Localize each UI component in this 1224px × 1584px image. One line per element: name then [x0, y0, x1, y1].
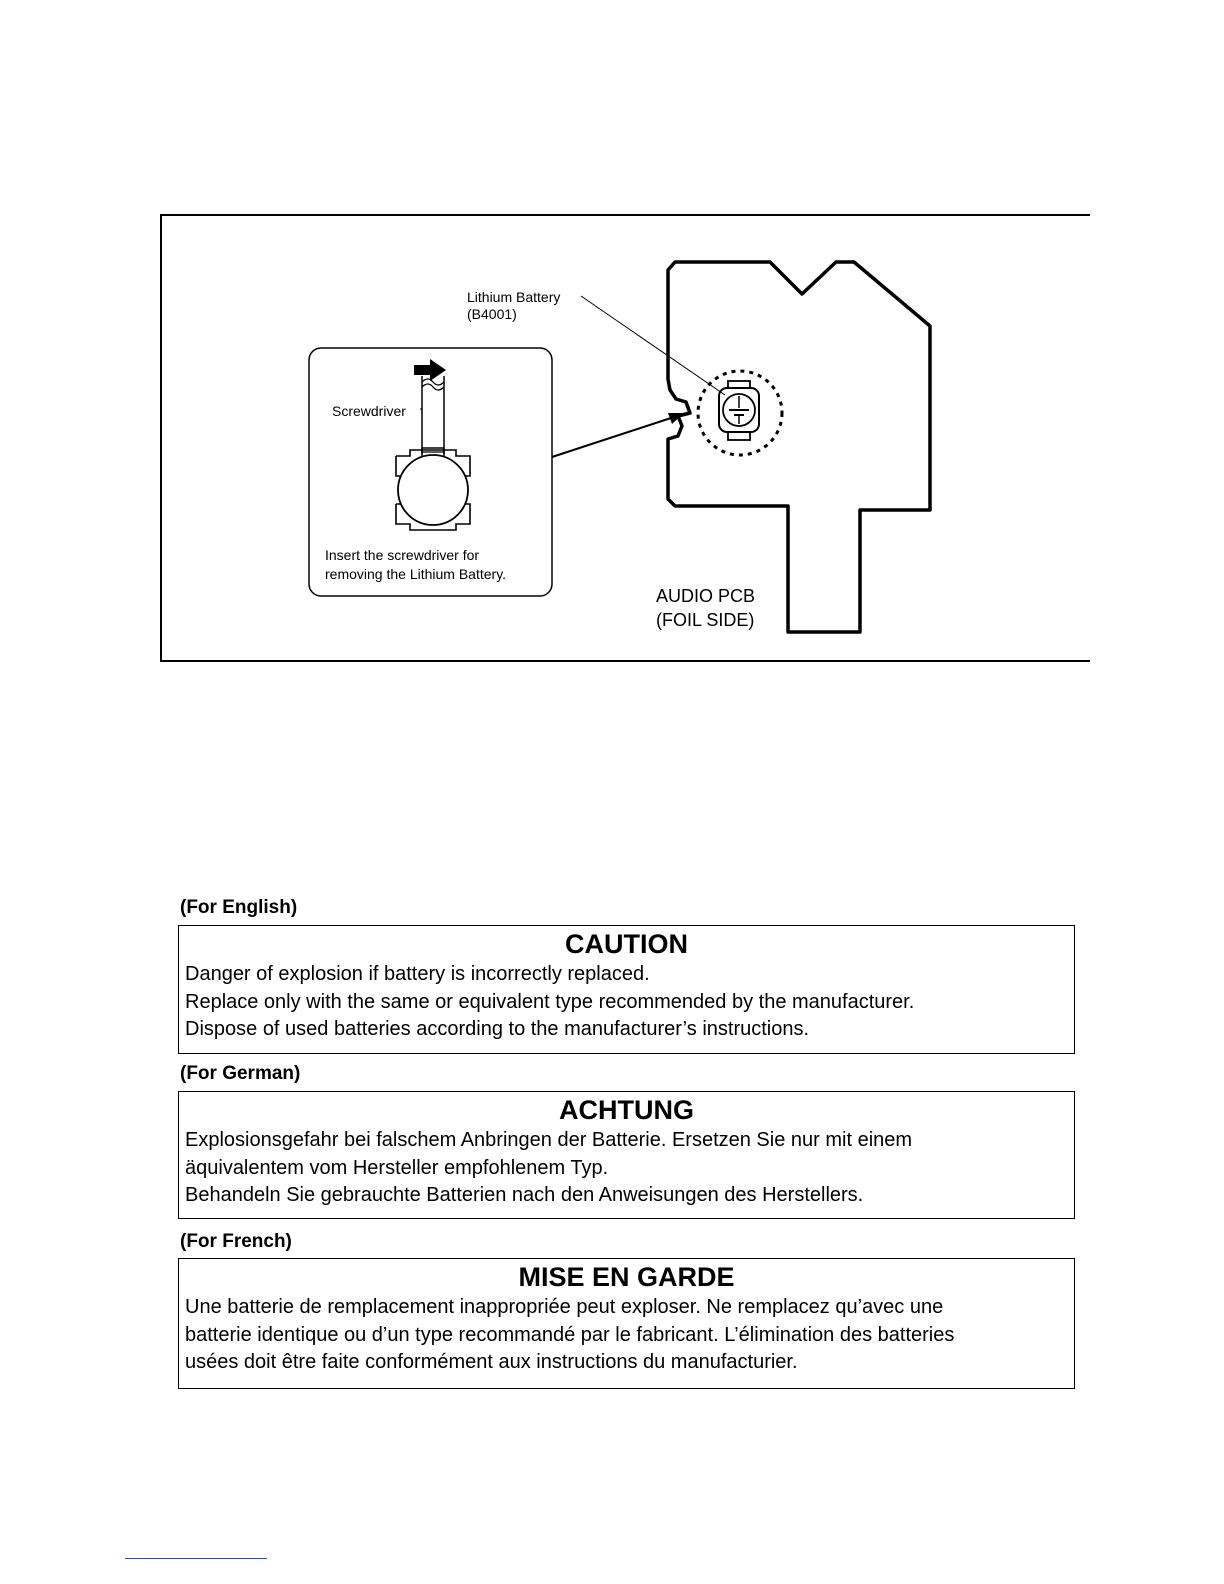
english-caution-line: Dispose of used batteries according to the manufacturer’s instructions. — [185, 1018, 810, 1040]
english-caution-box — [178, 925, 1075, 1054]
insert-note-line2: removing the Lithium Battery. — [325, 566, 507, 582]
french-caution-line: usées doit être faite conformément aux instructions du manufacturier. — [185, 1351, 798, 1373]
german-caution-line: Behandeln Sie gebrauchte Batterien nach den Anweisungen des Herstellers. — [185, 1184, 864, 1206]
english-section-label: (For English) — [180, 897, 298, 918]
detail-pointer-arrow — [552, 413, 684, 457]
french-caution-title: MISE EN GARDE — [518, 1262, 735, 1292]
english-caution-line: Danger of explosion if battery is incorrectly replaced. — [185, 963, 650, 985]
german-caution-box — [178, 1091, 1075, 1219]
english-caution-title: CAUTION — [565, 929, 688, 959]
german-caution-line: Explosionsgefahr bei falschem Anbringen der Batterie. Ersetzen Sie nur mit einem — [185, 1129, 913, 1151]
battery-symbol-icon — [719, 381, 759, 440]
french-caution-line: batterie identique ou d’un type recommandé par le fabricant. L’élimination des batteries — [185, 1323, 955, 1346]
battery-label-line1: Lithium Battery — [467, 289, 561, 305]
insert-note — [325, 546, 506, 584]
german-caution-line: äquivalentem vom Hersteller empfohlenem Typ. — [185, 1156, 609, 1179]
german-caution-text — [185, 1127, 1068, 1210]
audio-pcb-outline — [668, 262, 930, 632]
battery-location-diagram — [160, 214, 1090, 662]
screwdriver-label: Screwdriver — [332, 403, 406, 419]
battery-label-line2: (B4001) — [467, 306, 517, 322]
french-caution-box — [178, 1258, 1075, 1389]
battery-leader-line — [581, 296, 725, 395]
english-caution-text — [185, 961, 1068, 1044]
english-caution-line: Replace only with the same or equivalent type recommended by the manufacturer. — [185, 990, 915, 1013]
french-caution-text — [185, 1294, 1068, 1377]
battery-label — [467, 289, 560, 323]
diagram-drawing — [160, 214, 1090, 662]
french-section-label: (For French) — [180, 1231, 292, 1252]
pcb-label-line2: (FOIL SIDE) — [656, 610, 755, 630]
german-caution-title: ACHTUNG — [559, 1095, 694, 1125]
pcb-label-line1: AUDIO PCB — [656, 586, 756, 606]
pcb-label — [656, 584, 755, 632]
german-section-label: (For German) — [180, 1063, 301, 1084]
french-caution-line: Une batterie de remplacement inappropriée peut exploser. Ne remplacez qu’avec une — [185, 1296, 944, 1318]
insert-note-line1: Insert the screwdriver for — [325, 547, 480, 563]
footer-rule — [125, 1558, 267, 1559]
